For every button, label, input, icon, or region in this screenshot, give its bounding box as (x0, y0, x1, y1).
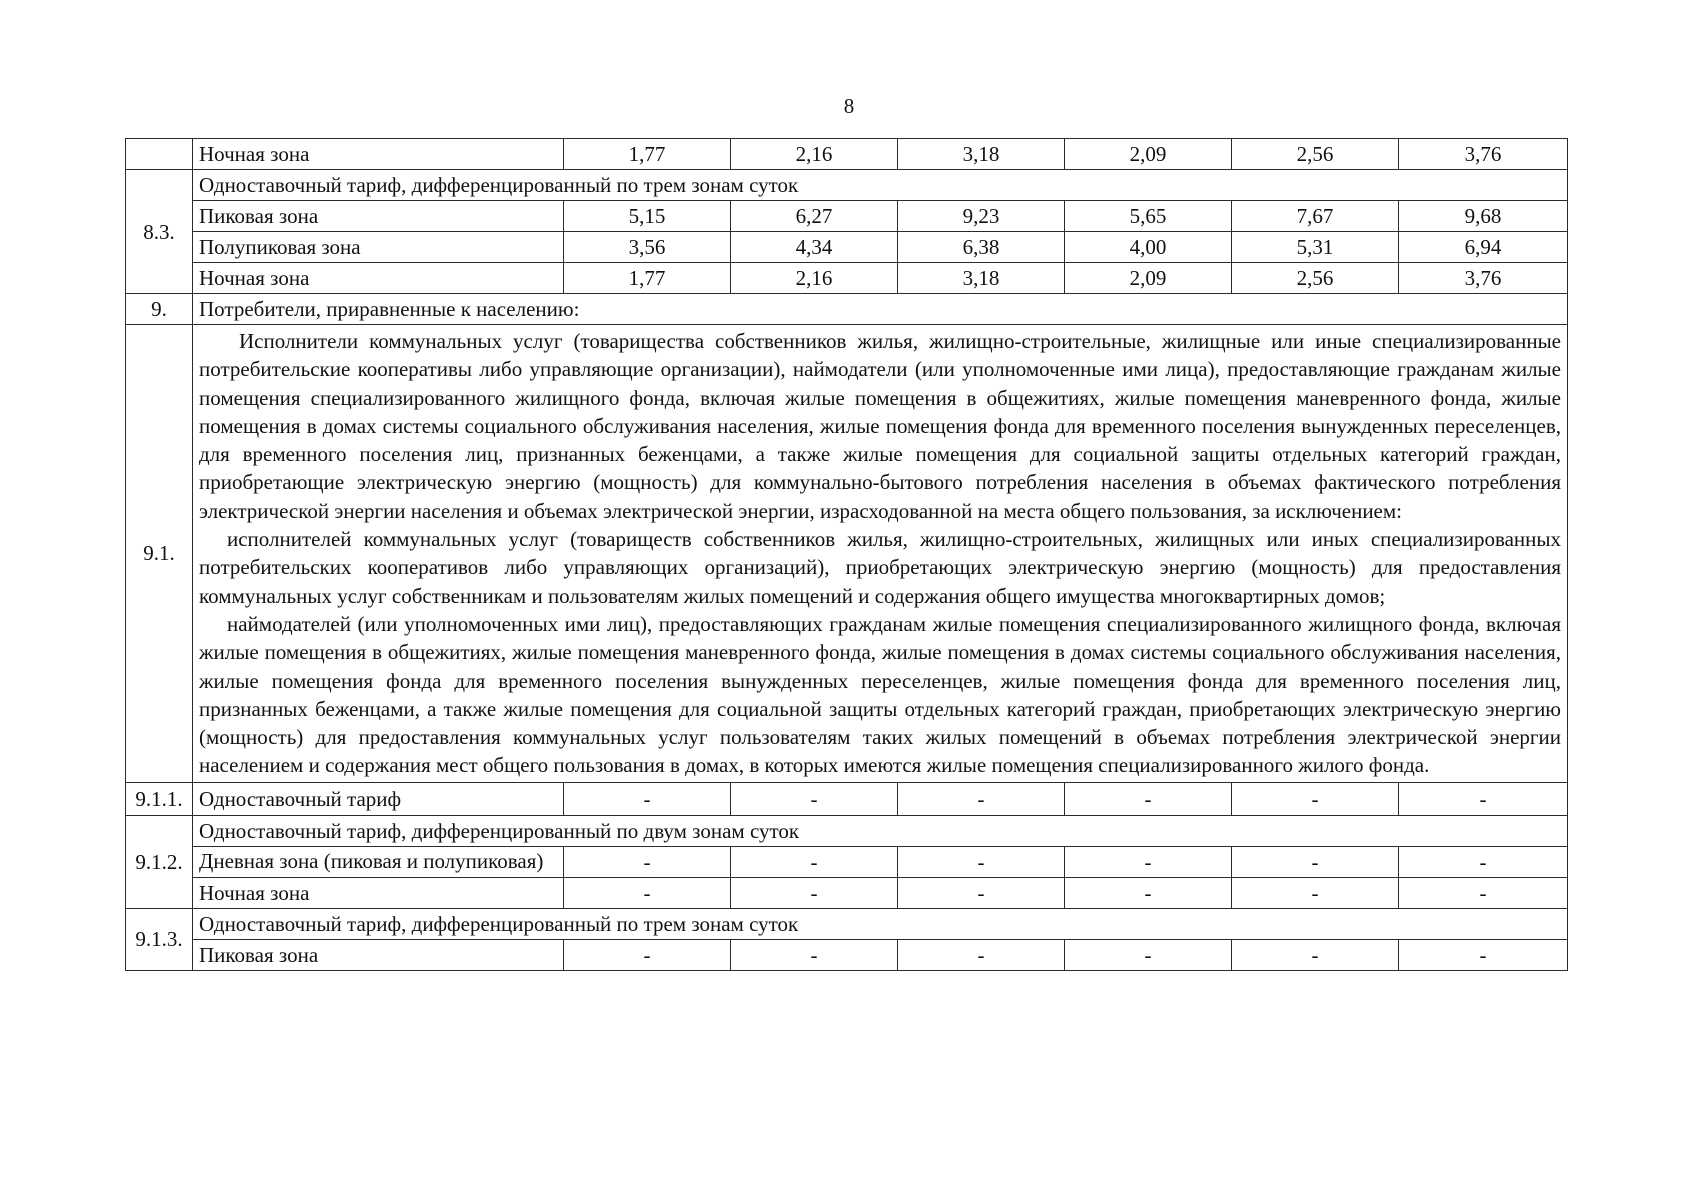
section-heading: Одноставочный тариф, дифференцированный по трем зонам суток (193, 908, 1568, 939)
tariff-table (125, 138, 1568, 971)
value-cell: 2,56 (1232, 139, 1399, 170)
value-cell: 3,56 (564, 232, 731, 263)
row-label: Ночная зона (193, 139, 564, 170)
value-cell: 2,56 (1232, 263, 1399, 294)
value-cell: - (731, 846, 898, 877)
table-row (126, 325, 1568, 783)
value-cell: 2,16 (731, 263, 898, 294)
value-cell: 4,34 (731, 232, 898, 263)
value-cell: - (564, 846, 731, 877)
consumer-description (193, 325, 1568, 783)
row-label: Ночная зона (193, 877, 564, 908)
table-row (126, 908, 1568, 939)
description-paragraph: наймодателей (или уполномоченных ими лиц), предоставляющих гражданам жилые помещения специализированного жилищного фонда, включая жилые помещения в общежитиях, жилые помещения маневренного фонда, жилые помещения в домах системы социального обслуживания населения, жилые помещения фонда для временного поселения вынужденных переселенцев, жилые помещения фонда для временного поселения лиц, признанных беженцами, а также жилые помещения для социальной защиты отдельных категорий граждан, приобретающих электрическую энергию (мощность) для предоставления коммунальных услуг пользователям таких жилых помещений в объемах потребления электрической энергии населением и содержания мест общего пользования в домах, в которых имеются жилые помещения специализированного жилого фонда. (199, 611, 1561, 778)
section-heading: Одноставочный тариф, дифференцированный по трем зонам суток (193, 170, 1568, 201)
table-row (126, 846, 1568, 877)
value-cell: 9,68 (1399, 201, 1568, 232)
row-label: Одноставочный тариф (193, 782, 564, 815)
value-cell: - (731, 782, 898, 815)
value-cell: - (898, 782, 1065, 815)
value-cell: - (1232, 782, 1399, 815)
description-paragraph: Исполнители коммунальных услуг (товарищества собственников жилья, жилищно-строительные, жилищные или иные специализированные потребительские кооперативы либо управляющие организации), наймодатели (или уполномоченные ими лица), предоставляющие гражданам жилые помещения специализированного жилищного фонда, включая жилые помещения в общежитиях, жилые помещения маневренного фонда, жилые помещения в домах системы социального обслуживания населения, жилые помещения фонда для временного поселения вынужденных переселенцев, для временного поселения лиц, признанных беженцами, а также жилые помещения для социальной защиты отдельных категорий граждан, приобретающие электрическую энергию (мощность) для коммунально-бытового потребления населения в объемах фактического потребления электрической энергии населения и объемах электрической энергии, израсходованной на места общего пользования, за исключением: (199, 329, 1561, 523)
value-cell: - (731, 877, 898, 908)
value-cell: - (564, 877, 731, 908)
value-cell: 3,76 (1399, 263, 1568, 294)
table-row (126, 139, 1568, 170)
row-number: 9.1.2. (126, 815, 193, 908)
row-label: Пиковая зона (193, 939, 564, 970)
value-cell: - (564, 782, 731, 815)
table-row (126, 877, 1568, 908)
table-row (126, 294, 1568, 325)
value-cell: 3,76 (1399, 139, 1568, 170)
value-cell: 2,09 (1065, 139, 1232, 170)
value-cell: - (564, 939, 731, 970)
page-number: 8 (843, 94, 855, 118)
row-label: Пиковая зона (193, 201, 564, 232)
row-number: 8.3. (126, 170, 193, 294)
value-cell: - (1399, 846, 1568, 877)
value-cell: 2,09 (1065, 263, 1232, 294)
row-number: 9.1.3. (126, 908, 193, 970)
value-cell: - (1232, 877, 1399, 908)
value-cell: - (1399, 877, 1568, 908)
value-cell: 9,23 (898, 201, 1065, 232)
value-cell: 1,77 (564, 263, 731, 294)
value-cell: - (1065, 877, 1232, 908)
table-row (126, 201, 1568, 232)
row-number-cell (126, 139, 193, 170)
value-cell: - (1065, 939, 1232, 970)
value-cell: 6,94 (1399, 232, 1568, 263)
value-cell: - (731, 939, 898, 970)
table-row (126, 815, 1568, 846)
row-number: 9. (126, 294, 193, 325)
value-cell: 6,38 (898, 232, 1065, 263)
value-cell: - (1232, 939, 1399, 970)
value-cell: 3,18 (898, 263, 1065, 294)
description-paragraph: исполнителей коммунальных услуг (товариществ собственников жилья, жилищно-строительных, жилищных или иных специализированных потребительских кооперативов либо управляющих организаций), приобретающих электрическую энергию (мощность) для предоставления коммунальных услуг собственникам и пользователям жилых помещений и содержания общего имущества многоквартирных домов; (199, 527, 1561, 608)
row-number: 9.1.1. (126, 782, 193, 815)
row-label: Полупиковая зона (193, 232, 564, 263)
row-label: Дневная зона (пиковая и полупиковая) (193, 846, 564, 877)
section-heading: Одноставочный тариф, дифференцированный по двум зонам суток (193, 815, 1568, 846)
value-cell: - (898, 877, 1065, 908)
section-heading: Потребители, приравненные к населению: (193, 294, 1568, 325)
row-label: Ночная зона (193, 263, 564, 294)
value-cell: - (898, 939, 1065, 970)
value-cell: 6,27 (731, 201, 898, 232)
value-cell: - (1065, 782, 1232, 815)
value-cell: 5,15 (564, 201, 731, 232)
value-cell: - (898, 846, 1065, 877)
value-cell: 5,31 (1232, 232, 1399, 263)
value-cell: 3,18 (898, 139, 1065, 170)
value-cell: 1,77 (564, 139, 731, 170)
table-row (126, 263, 1568, 294)
value-cell: 5,65 (1065, 201, 1232, 232)
value-cell: - (1399, 939, 1568, 970)
row-number: 9.1. (126, 325, 193, 783)
value-cell: - (1399, 782, 1568, 815)
table-row (126, 232, 1568, 263)
value-cell: 7,67 (1232, 201, 1399, 232)
value-cell: - (1232, 846, 1399, 877)
table-row (126, 939, 1568, 970)
value-cell: - (1065, 846, 1232, 877)
value-cell: 2,16 (731, 139, 898, 170)
table-row (126, 170, 1568, 201)
table-row (126, 782, 1568, 815)
value-cell: 4,00 (1065, 232, 1232, 263)
